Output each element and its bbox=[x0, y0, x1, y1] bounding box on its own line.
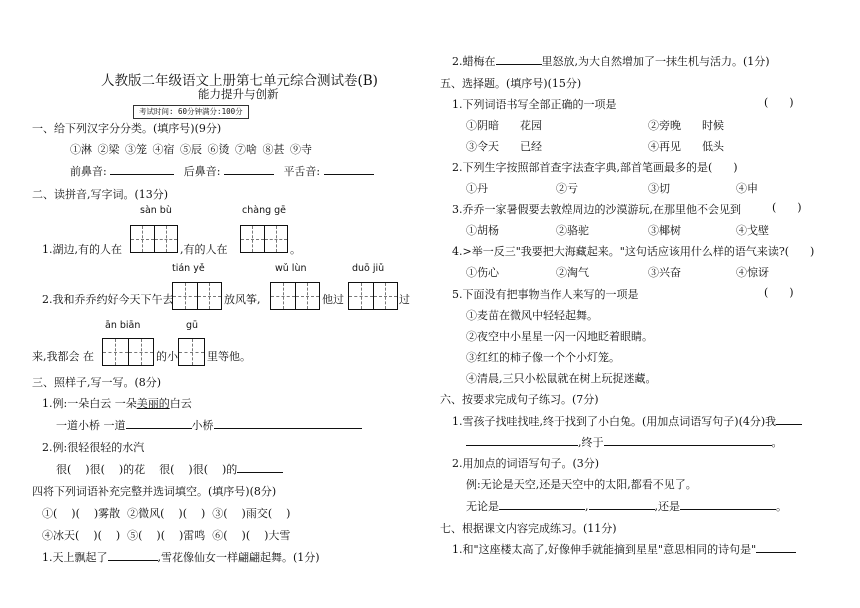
q5-2-option-2[interactable]: ②亏 bbox=[556, 182, 578, 195]
section-4-row-1: ①( )( )雾散 ②微风( )( ) ③( )雨交( ) bbox=[42, 507, 291, 520]
q5-3-option-2[interactable]: ②骆驼 bbox=[556, 224, 589, 237]
q5-3-option-1[interactable]: ①胡杨 bbox=[466, 224, 499, 237]
pinyin-sanbu: sàn bù bbox=[140, 205, 172, 216]
q5-3: 3.乔乔一家暑假要去敦煌周边的沙漠游玩,在那里他不会见到 bbox=[452, 203, 741, 216]
q3-2-example: 2.例:很轻很轻的水汽 bbox=[42, 441, 145, 454]
back-nasal-label: 后鼻音: bbox=[183, 165, 221, 178]
q2-1-text-c: 。 bbox=[290, 243, 301, 256]
q6-1-text: 1.雪孩子找哇找哇,终于找到了小白兔。(用加点词语写句子)(4分)我 bbox=[452, 415, 777, 428]
q3-1-example bbox=[42, 395, 192, 411]
front-nasal-label: 前鼻音: bbox=[70, 165, 107, 178]
char-grid-tianye[interactable] bbox=[172, 282, 222, 310]
q2-2-text-b: 放风筝, bbox=[224, 293, 261, 306]
q5-3-paren[interactable]: ( ) bbox=[772, 201, 802, 214]
q6-2-example: 例:无论是天空,还是天空中的太阳,都看不见了。 bbox=[466, 478, 697, 491]
q5-1-option-2[interactable]: ②旁晚 时候 bbox=[648, 119, 724, 132]
q4-2-text-a: 2.蜡梅在 bbox=[452, 55, 496, 68]
section-2-heading: 二、读拼音,写字词。(13分) bbox=[32, 188, 169, 201]
section-4-heading: 四将下列词语补充完整并选词填空。(填序号)(8分) bbox=[32, 485, 277, 498]
char-grid-anbian[interactable] bbox=[102, 338, 154, 366]
q3-1-text-a: 一道小桥 一道 bbox=[56, 419, 126, 432]
pinyin-duojiu: duō jiǔ bbox=[352, 263, 385, 274]
char-grid-changge[interactable] bbox=[240, 225, 288, 253]
q6-1-blank-c[interactable] bbox=[604, 434, 772, 446]
q5-3-option-3[interactable]: ③椰树 bbox=[648, 224, 681, 237]
q5-1-option-3[interactable]: ③令天 已经 bbox=[466, 140, 542, 153]
q3-2-text: 很( )很( )的花 很( )很( )的 bbox=[56, 463, 238, 476]
q4-1-text-a: 1.天上飘起了 bbox=[42, 551, 108, 564]
exam-info-box: 考试时间: 60分钟满分:100分 bbox=[133, 105, 249, 119]
q4-1 bbox=[42, 549, 320, 565]
pinyin-gu: gū bbox=[186, 320, 199, 331]
q6-2-fill bbox=[466, 498, 787, 514]
q5-2-option-3[interactable]: ③切 bbox=[648, 182, 670, 195]
q3-1-example-post: 白云 bbox=[169, 397, 192, 410]
q5-5-option-1[interactable]: ①麦苗在微风中轻轻起舞。 bbox=[466, 309, 598, 322]
q4-1-blank[interactable] bbox=[108, 549, 158, 561]
section-3-heading: 三、照样子,写一写。(8分) bbox=[32, 376, 162, 389]
q6-1-blank-b[interactable] bbox=[466, 434, 578, 446]
char-grid-duojiu[interactable] bbox=[348, 282, 398, 310]
q7-1-text: 1.和"这座楼太高了,好像伸手就能摘到星星"意思相同的诗句是" bbox=[452, 543, 757, 556]
q5-2: 2.下列生字按照部首查字法查字典,部首笔画最多的是( ) bbox=[452, 161, 738, 174]
q6-2-blank-a[interactable] bbox=[499, 498, 585, 510]
q6-2-fill-d: 。 bbox=[776, 500, 787, 513]
q6-1-line-2 bbox=[466, 434, 783, 450]
q3-1-question bbox=[56, 417, 362, 433]
q5-2-option-4[interactable]: ④申 bbox=[736, 182, 758, 195]
q5-5-paren[interactable]: ( ) bbox=[764, 286, 794, 299]
q5-4-option-3[interactable]: ③兴奋 bbox=[648, 266, 681, 279]
pinyin-anbian: ān biān bbox=[105, 320, 141, 331]
flat-tongue-blank[interactable] bbox=[324, 163, 374, 175]
front-nasal-blank[interactable] bbox=[110, 163, 174, 175]
q7-1-blank[interactable] bbox=[756, 541, 796, 553]
q5-4-option-4[interactable]: ④惊讶 bbox=[736, 266, 769, 279]
char-grid-wulun[interactable] bbox=[270, 282, 320, 310]
q2-3-text-c: 里等他。 bbox=[207, 350, 251, 363]
q5-1: 1.下列词语书写全部正确的一项是 bbox=[452, 98, 617, 111]
section-7-heading: 七、根据课文内容完成练习。(11分) bbox=[440, 522, 617, 535]
q6-2-blank-b[interactable] bbox=[589, 498, 655, 510]
exam-title: 人教版二年级语文上册第七单元综合测试卷(B) bbox=[101, 73, 378, 89]
section-4-row-2: ④冰天( )( ) ⑤( )( )雷鸣 ⑥( )( )大雪 bbox=[42, 529, 291, 542]
q6-2-fill-c: ,还是 bbox=[654, 500, 680, 513]
q7-1 bbox=[452, 541, 796, 557]
q4-2-text-b: 里怒放,为大自然增加了一抹生机与活力。(1分) bbox=[541, 55, 770, 68]
pinyin-tianye: tián yě bbox=[172, 263, 205, 274]
q3-1-blank[interactable] bbox=[126, 417, 192, 429]
flat-tongue-label: 平舌音: bbox=[283, 165, 321, 178]
q6-2-blank-c[interactable] bbox=[680, 498, 776, 510]
q3-2-blank[interactable] bbox=[237, 461, 283, 473]
q2-2-text-c: 他过 bbox=[322, 293, 344, 306]
q2-1-text-b: ,有的人在 bbox=[180, 243, 228, 256]
q6-1-blank-a[interactable] bbox=[776, 413, 802, 425]
q3-1-long-blank[interactable] bbox=[214, 417, 362, 429]
q3-1-example-pre: 1.例:一朵白云 一朵 bbox=[42, 397, 137, 410]
exam-subtitle: 能力提升与创新 bbox=[198, 87, 279, 101]
q5-5-option-2[interactable]: ②夜空中小星星一闪一闪地眨着眼睛。 bbox=[466, 330, 653, 343]
q2-2-text-d: 过 bbox=[399, 293, 410, 306]
q5-3-option-4[interactable]: ④戈壁 bbox=[736, 224, 769, 237]
q6-1-text-c: 。 bbox=[771, 436, 783, 449]
q5-5-option-4[interactable]: ④清晨,三只小松鼠就在树上玩捉迷藏。 bbox=[466, 372, 657, 385]
q5-5-option-3[interactable]: ③红红的柿子像一个个小灯笼。 bbox=[466, 351, 620, 364]
char-grid-gu[interactable] bbox=[178, 338, 205, 366]
section-5-heading: 五、选择题。(填序号)(15分) bbox=[440, 77, 582, 90]
q2-3-text-b: 的小 bbox=[156, 350, 178, 363]
q6-2-fill-a: 无论是 bbox=[466, 500, 499, 513]
pinyin-wulun: wǔ lùn bbox=[275, 263, 307, 274]
q5-1-option-1[interactable]: ①阴暗 花园 bbox=[466, 119, 542, 132]
section-1-heading: 一、给下列汉字分分类。(填序号)(9分) bbox=[32, 122, 222, 135]
q4-2-blank[interactable] bbox=[496, 53, 542, 65]
pinyin-changge: chàng gē bbox=[242, 205, 287, 216]
q2-2-text-a: 2.我和乔乔约好今天下午去 bbox=[42, 293, 174, 306]
section-1-chars: ①淋 ②梁 ③笼 ④宿 ⑤辰 ⑥烫 ⑦啥 ⑧甚 ⑨寺 bbox=[70, 143, 312, 156]
q6-1 bbox=[452, 413, 802, 429]
q5-4-option-1[interactable]: ①伤心 bbox=[466, 266, 499, 279]
q4-2 bbox=[452, 53, 770, 69]
back-nasal-blank[interactable] bbox=[224, 163, 274, 175]
q6-2-fill-b: , bbox=[585, 500, 589, 513]
q3-1-text-b: 小桥 bbox=[191, 419, 214, 432]
q6-2: 2.用加点的词语写句子。(3分) bbox=[452, 457, 600, 470]
char-grid-sanbu[interactable] bbox=[130, 225, 178, 253]
q5-4-option-2[interactable]: ②淘气 bbox=[556, 266, 589, 279]
q2-1-text-a: 1.湖边,有的人在 bbox=[42, 243, 122, 256]
q4-1-text-b: ,雪花像仙女一样翩翩起舞。(1分) bbox=[157, 551, 320, 564]
section-1-answers bbox=[70, 163, 374, 179]
q5-1-option-4[interactable]: ④再见 低头 bbox=[648, 140, 724, 153]
q6-1-text-b: ,终于 bbox=[578, 436, 604, 449]
q3-1-example-underlined: 美丽的 bbox=[136, 397, 170, 410]
q5-2-option-1[interactable]: ①丹 bbox=[466, 182, 488, 195]
q5-1-paren[interactable]: ( ) bbox=[764, 96, 794, 109]
q3-2-question bbox=[56, 461, 283, 477]
q2-3-text-a: 来,我都会 在 bbox=[32, 350, 94, 363]
q5-5: 5.下面没有把事物当作人来写的一项是 bbox=[452, 288, 639, 301]
q5-4: 4.>举一反三"我要把大海藏起来。"这句话应该用什么样的语气来读?( ) bbox=[452, 245, 815, 258]
section-6-heading: 六、按要求完成句子练习。(7分) bbox=[440, 393, 599, 406]
